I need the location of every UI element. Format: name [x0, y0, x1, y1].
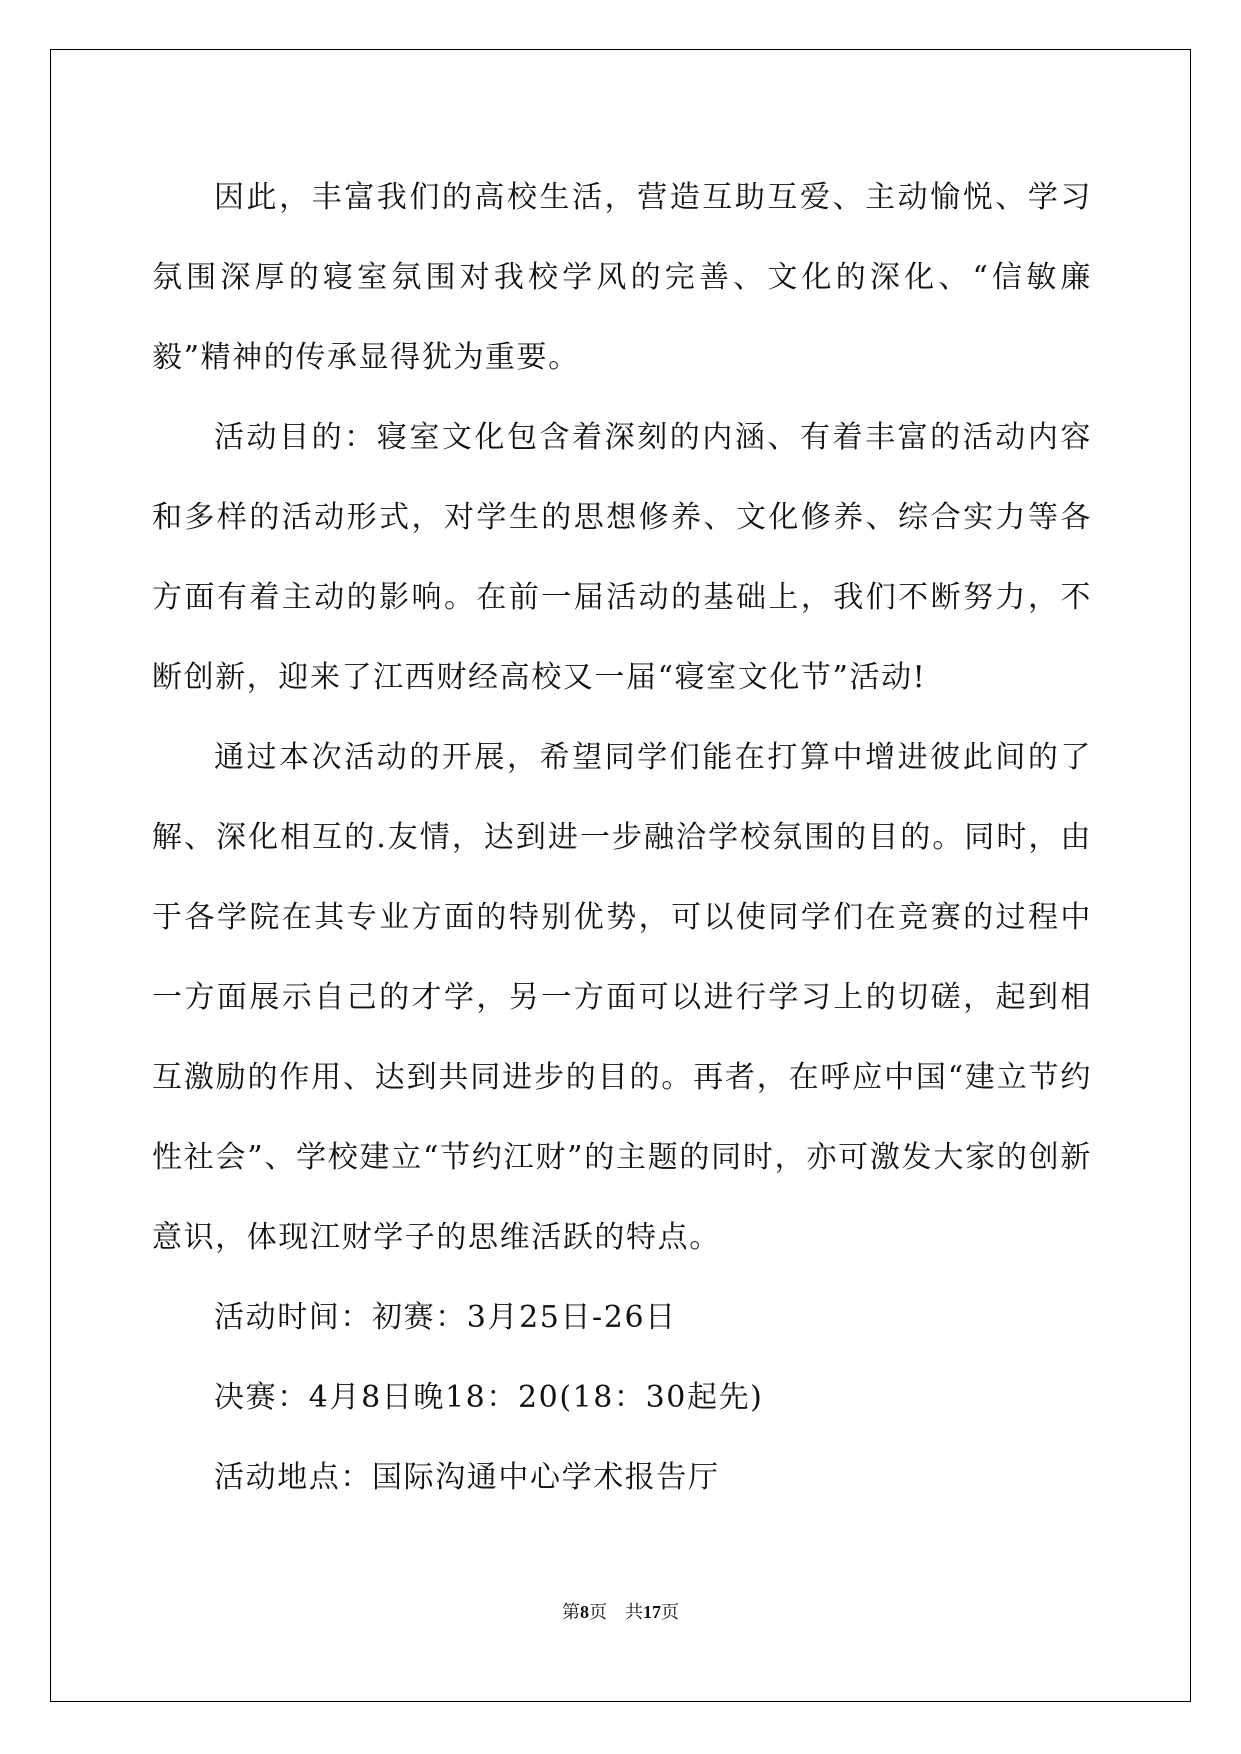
page-number: 8	[580, 1602, 589, 1622]
page-prefix: 第	[562, 1602, 580, 1622]
paragraph-activity-time: 活动时间：初赛：3月25日-26日	[214, 1300, 677, 1335]
total-suffix: 页	[661, 1602, 679, 1622]
paragraph-activity-goals: 通过本次活动的开展，希望同学们能在打算中增进彼此间的了解、深化相互的.友情，达到进一步融洽学校氛围的目的。同时，由于各学院在其专业方面的特别优势，可以使同学们在竞赛的过程中一方面展示自己的才学，另一方面可以进行学习上的切磋，起到相互激励的作用、达到共同进步的目的。再者，在呼应中国“建立节约性社会”、学校建立“节约江财”的主题的同时，亦可激发大家的创新意识，体现江财学子的思维活跃的特点。	[152, 740, 1092, 1255]
paragraph-final-time: 决赛：4月8日晚18：20(18：30起先)	[214, 1380, 764, 1415]
document-body	[152, 158, 1092, 1518]
total-prefix: 共	[625, 1602, 643, 1622]
paragraph-activity-location: 活动地点：国际沟通中心学术报告厅	[214, 1460, 720, 1495]
paragraph-background: 因此，丰富我们的高校生活，营造互助互爱、主动愉悦、学习氛围深厚的寝室氛围对我校学风的完善、文化的深化、“信敏廉毅”精神的传承显得犹为重要。	[152, 180, 1092, 375]
page-footer	[0, 1598, 1241, 1624]
total-pages: 17	[643, 1602, 661, 1622]
paragraph-activity-purpose: 活动目的：寝室文化包含着深刻的内涵、有着丰富的活动内容和多样的活动形式，对学生的思想修养、文化修养、综合实力等各方面有着主动的影响。在前一届活动的基础上，我们不断努力，不断创新，迎来了江西财经高校又一届“寝室文化节”活动!	[152, 420, 1092, 695]
page-suffix: 页	[589, 1602, 607, 1622]
